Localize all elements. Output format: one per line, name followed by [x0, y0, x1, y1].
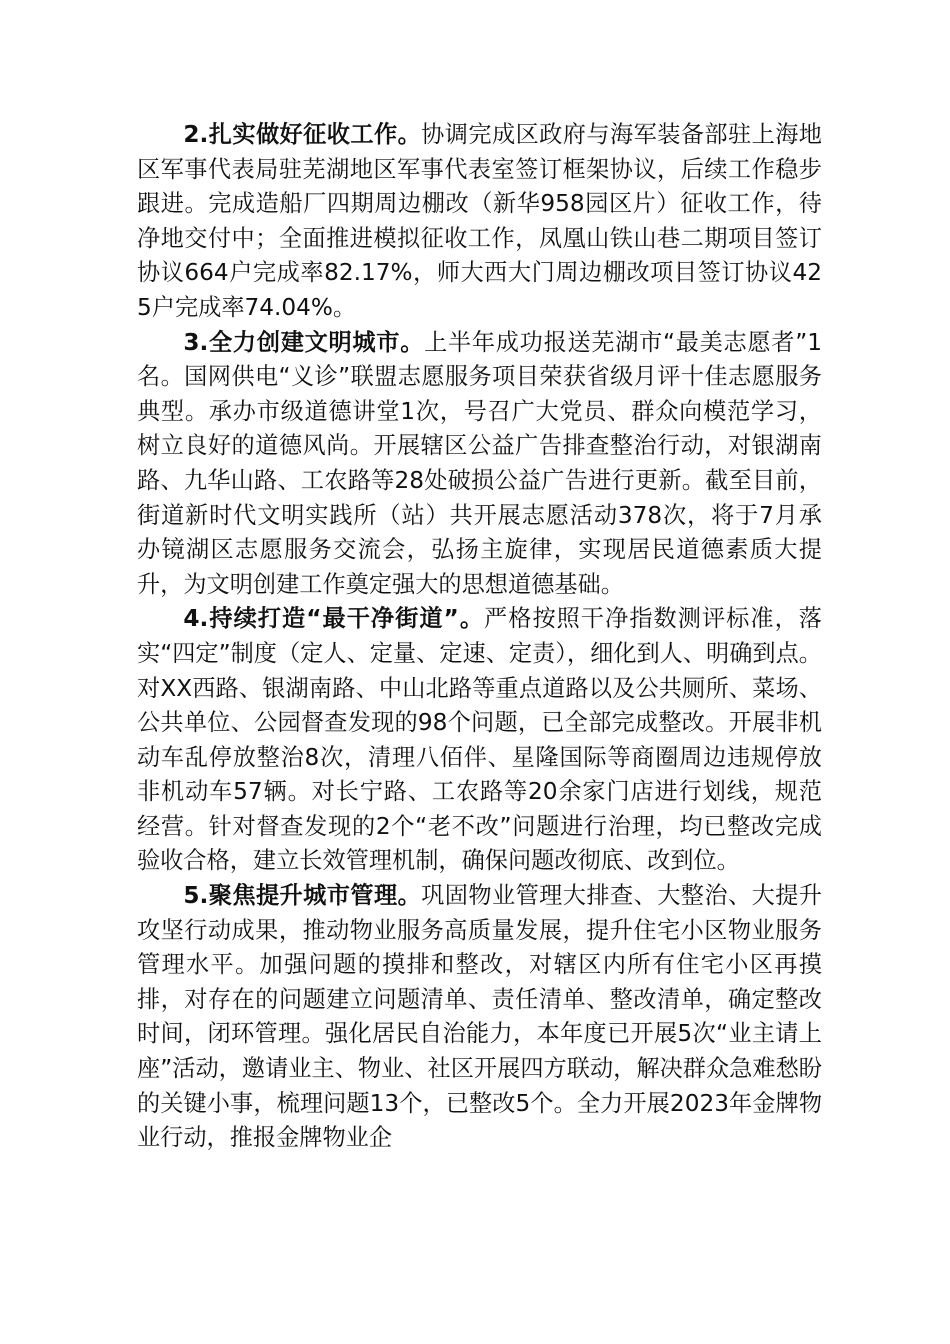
document-body — [137, 118, 822, 1156]
paragraph-collection-work — [137, 118, 822, 326]
paragraph-heading: 4.持续打造“最干净街道”。 — [183, 605, 485, 633]
paragraph-heading: 5.聚焦提升城市管理。 — [183, 882, 422, 910]
paragraph-cleanest-street — [137, 602, 822, 879]
paragraph-heading: 2.扎实做好征收工作。 — [183, 121, 422, 148]
paragraph-civilized-city — [137, 326, 822, 603]
paragraph-body: 严格按照干净指数测评标准，落实“四定”制度（定人、定量、定速、定责），细化到人、明确到点。对XX西路、银湖南路、中山北路等重点道路以及公共厕所、菜场、公共单位、公园督查发现的98个问题，已全部完成整改。开展非机动车乱停放整治8次，清理八佰伴、星隆国际等商圈周边违规停放非机动车57辆。对长宁路、工农路等20余家门店进行划线，规范经营。针对督查发现的2个“老不改”问题进行治理，均已整改完成验收合格，建立长效管理机制，确保问题改彻底、改到位。 — [137, 605, 822, 875]
paragraph-body: 上半年成功报送芜湖市“最美志愿者”1名。国网供电“义诊”联盟志愿服务项目荣获省级月评十佳志愿服务典型。承办市级道德讲堂1次，号召广大党员、群众向模范学习，树立良好的道德风尚。开展辖区公益广告排查整治行动，对银湖南路、九华山路、工农路等28处破损公益广告进行更新。截至目前，街道新时代文明实践所（站）共开展志愿活动378次，将于7月承办镜湖区志愿服务交流会，弘扬主旋律，实现居民道德素质大提升，为文明创建工作奠定强大的思想道德基础。 — [137, 328, 822, 598]
paragraph-body: 巩固物业管理大排查、大整治、大提升攻坚行动成果，推动物业服务高质量发展，提升住宅小区物业服务管理水平。加强问题的摸排和整改，对辖区内所有住宅小区再摸排，对存在的问题建立问题清单、责任清单、整改清单，确定整改时间，闭环管理。强化居民自治能力，本年度已开展5次“业主请上座”活动，邀请业主、物业、社区开展四方联动，解决群众急难愁盼的关键小事，梳理问题13个，已整改5个。全力开展2023年金牌物业行动，推报金牌物业企 — [137, 882, 822, 1152]
paragraph-city-management — [137, 879, 822, 1156]
paragraph-body: 协调完成区政府与海军装备部驻上海地区军事代表局驻芜湖地区军事代表室签订框架协议，后续工作稳步跟进。完成造船厂四期周边棚改（新华958园区片）征收工作，待净地交付中；全面推进模拟征收工作，凤凰山铁山巷二期项目签订协议664户完成率82.17%，师大西大门周边棚改项目签订协议425户完成率74.04%。 — [137, 121, 822, 321]
paragraph-heading: 3.全力创建文明城市。 — [183, 328, 425, 356]
